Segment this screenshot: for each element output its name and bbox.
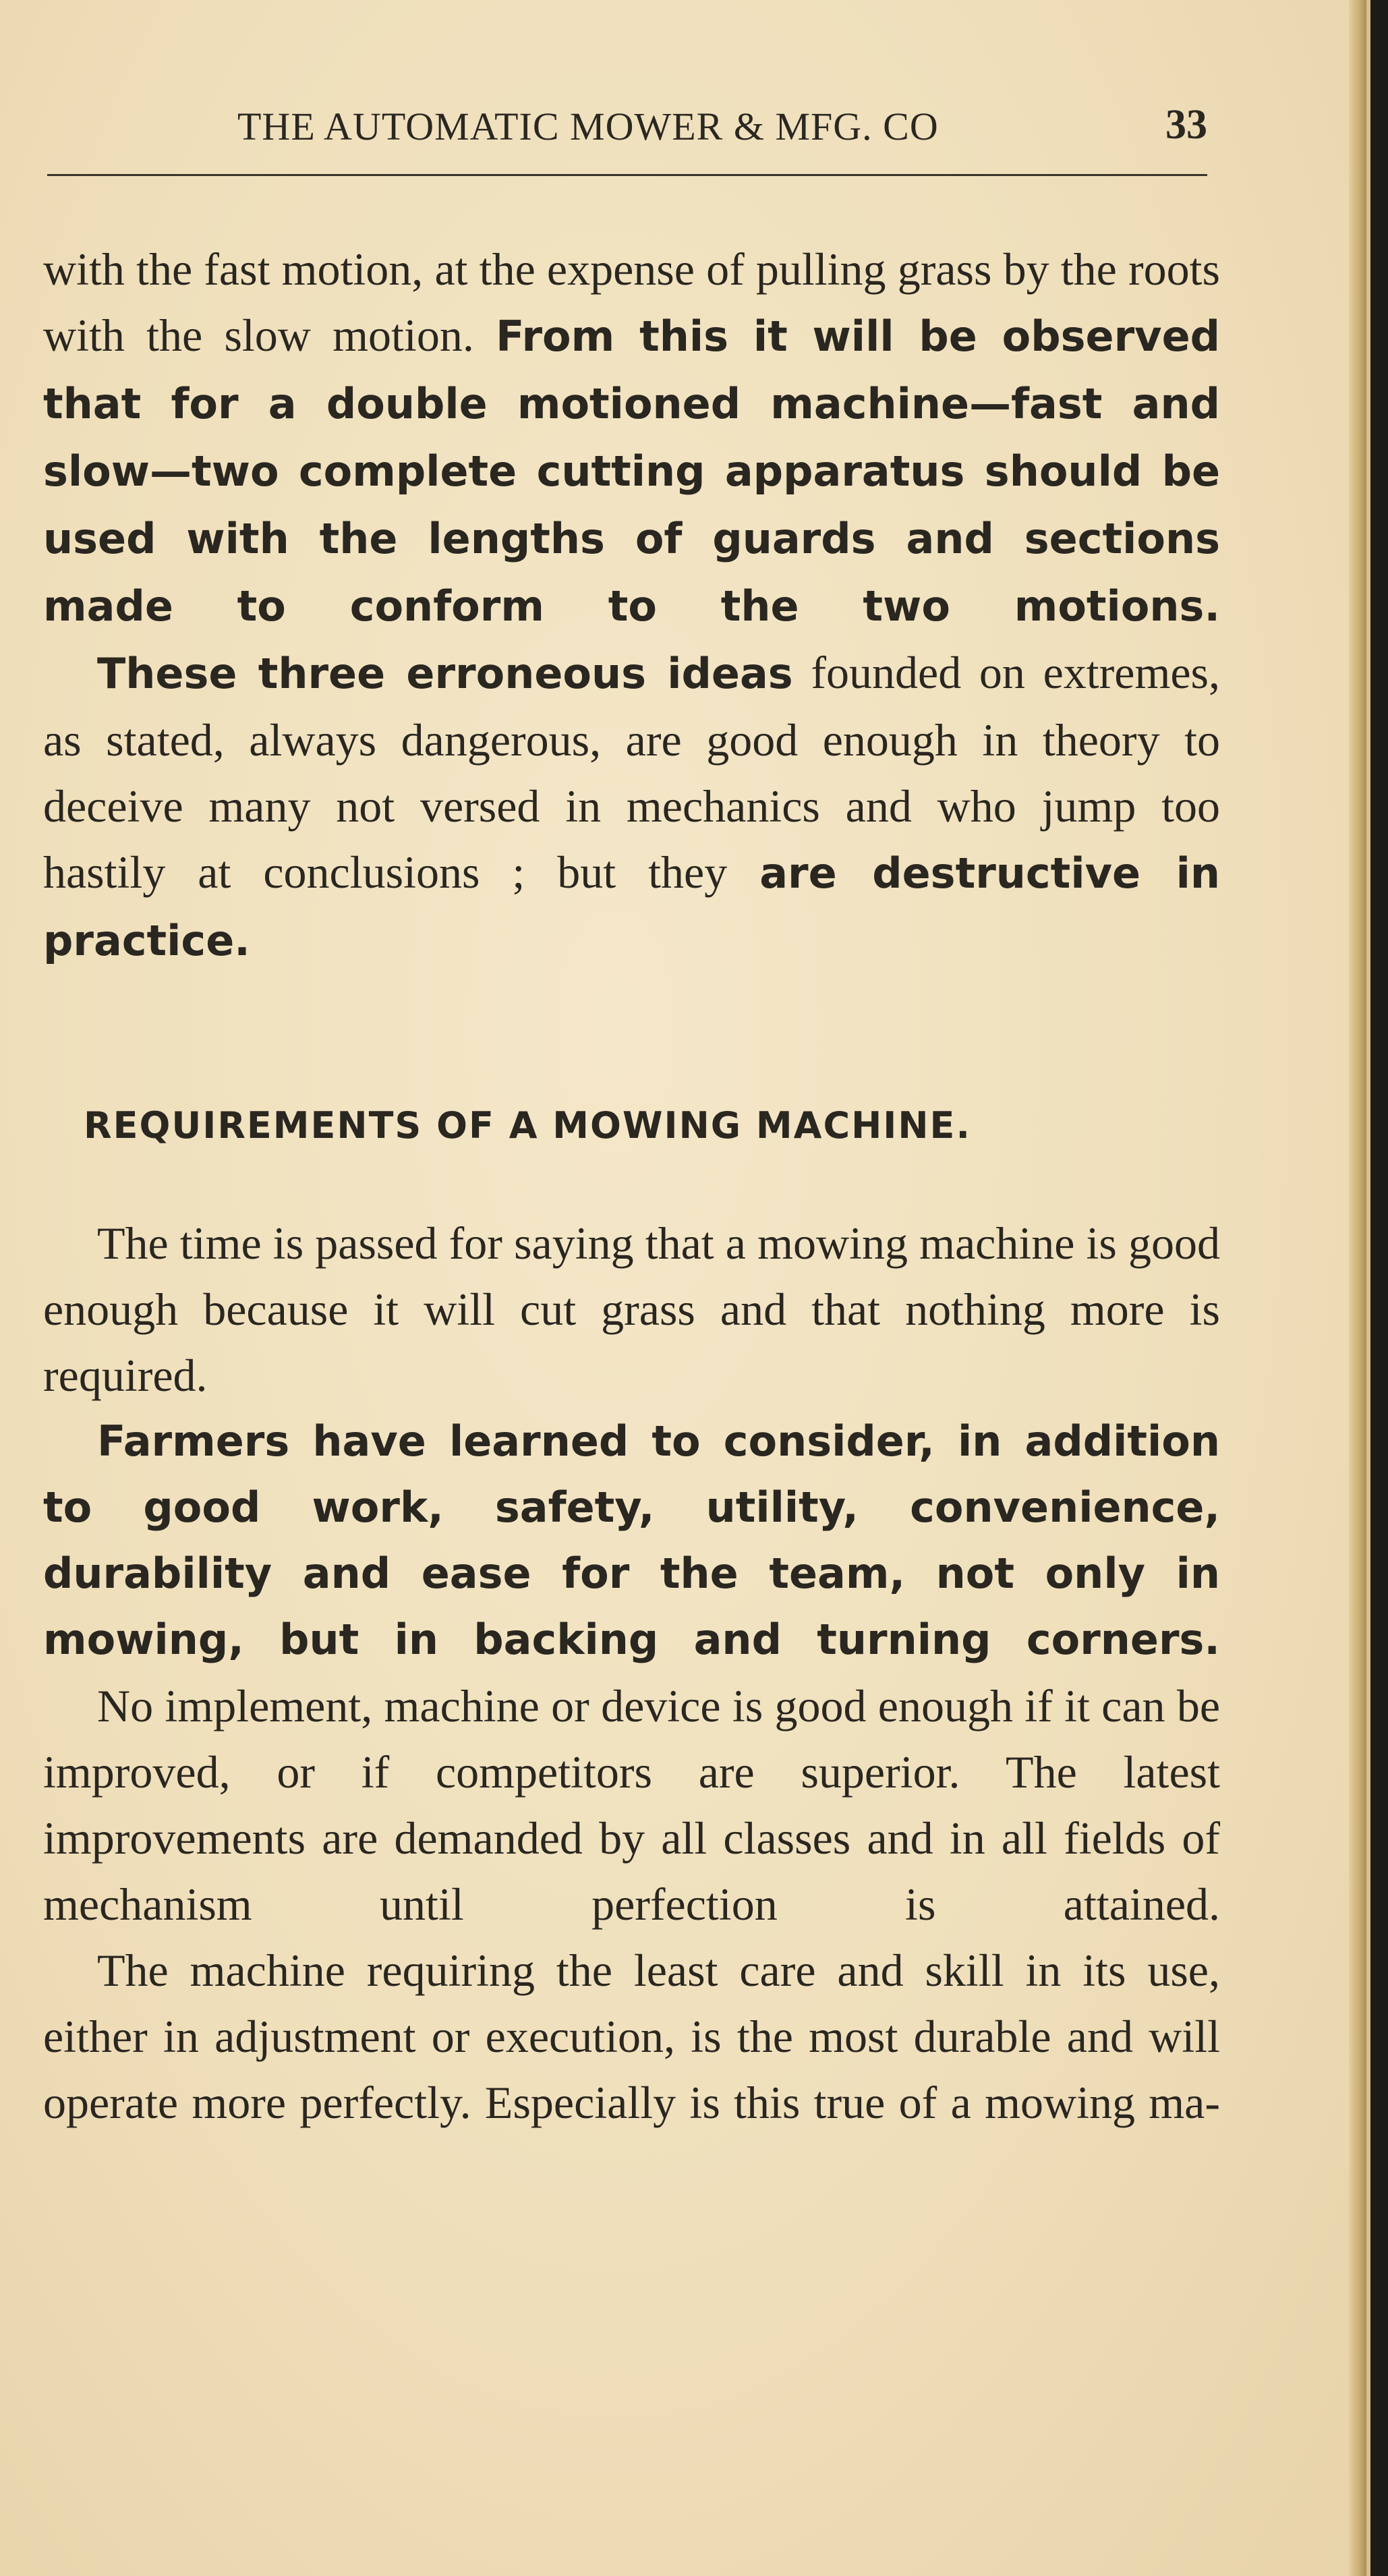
page-number: 33 xyxy=(1165,102,1207,148)
header-rule xyxy=(47,174,1207,176)
paragraph-3: The time is passed for saying that a mowing machine is good enough because it will cut grass and that nothing more is required. xyxy=(43,1218,1220,1401)
running-head xyxy=(47,101,1207,155)
body-text xyxy=(43,236,1220,2136)
running-title: THE AUTOMATIC MOWER & MFG. CO xyxy=(237,105,939,148)
paragraph-1-text: with the fast motion, at the expense of pulling grass by the roots with the slow motion. xyxy=(43,244,1220,361)
paragraph-6: The machine requiring the least care and skill in its use, either in adjustment or execution, is the most durable and will operate more perfectly. Especially is this true of a mowing ma- xyxy=(43,1945,1220,2128)
paragraph-2-bold-start: These three erroneous ideas xyxy=(97,649,793,698)
paragraph-2 xyxy=(43,639,1220,974)
paragraph-2-bold-end: are destructive in practice. xyxy=(43,849,1220,965)
paragraph-2-text: founded on extremes, as stated, always dangerous, are good enough in theory to deceive many not versed in mechanics and who jump too hastily at conclusions ; but they xyxy=(43,647,1221,898)
paragraph-5: No implement, machine or device is good enough if it can be improved, or if competitors are superior. The latest improvements are demanded by all classes and in all fields of mechanism until perfection is attained. xyxy=(43,1680,1220,1930)
section-heading: REQUIREMENTS OF A MOWING MACHINE. xyxy=(84,1104,971,1147)
page-edge xyxy=(1349,0,1366,2576)
paragraph-4: Farmers have learned to consider, in addition to good work, safety, utility, convenience, durability and ease for the team, not only in mowing, but in backing and turning corners. xyxy=(43,1416,1220,1664)
paragraph-1 xyxy=(43,236,1220,639)
paragraph-1-bold: From this it will be observed that for a double motioned machine—fast and slow—two complete cutting apparatus should be used with the lengths of guards and sections made to conform to the two motions. xyxy=(43,312,1220,631)
